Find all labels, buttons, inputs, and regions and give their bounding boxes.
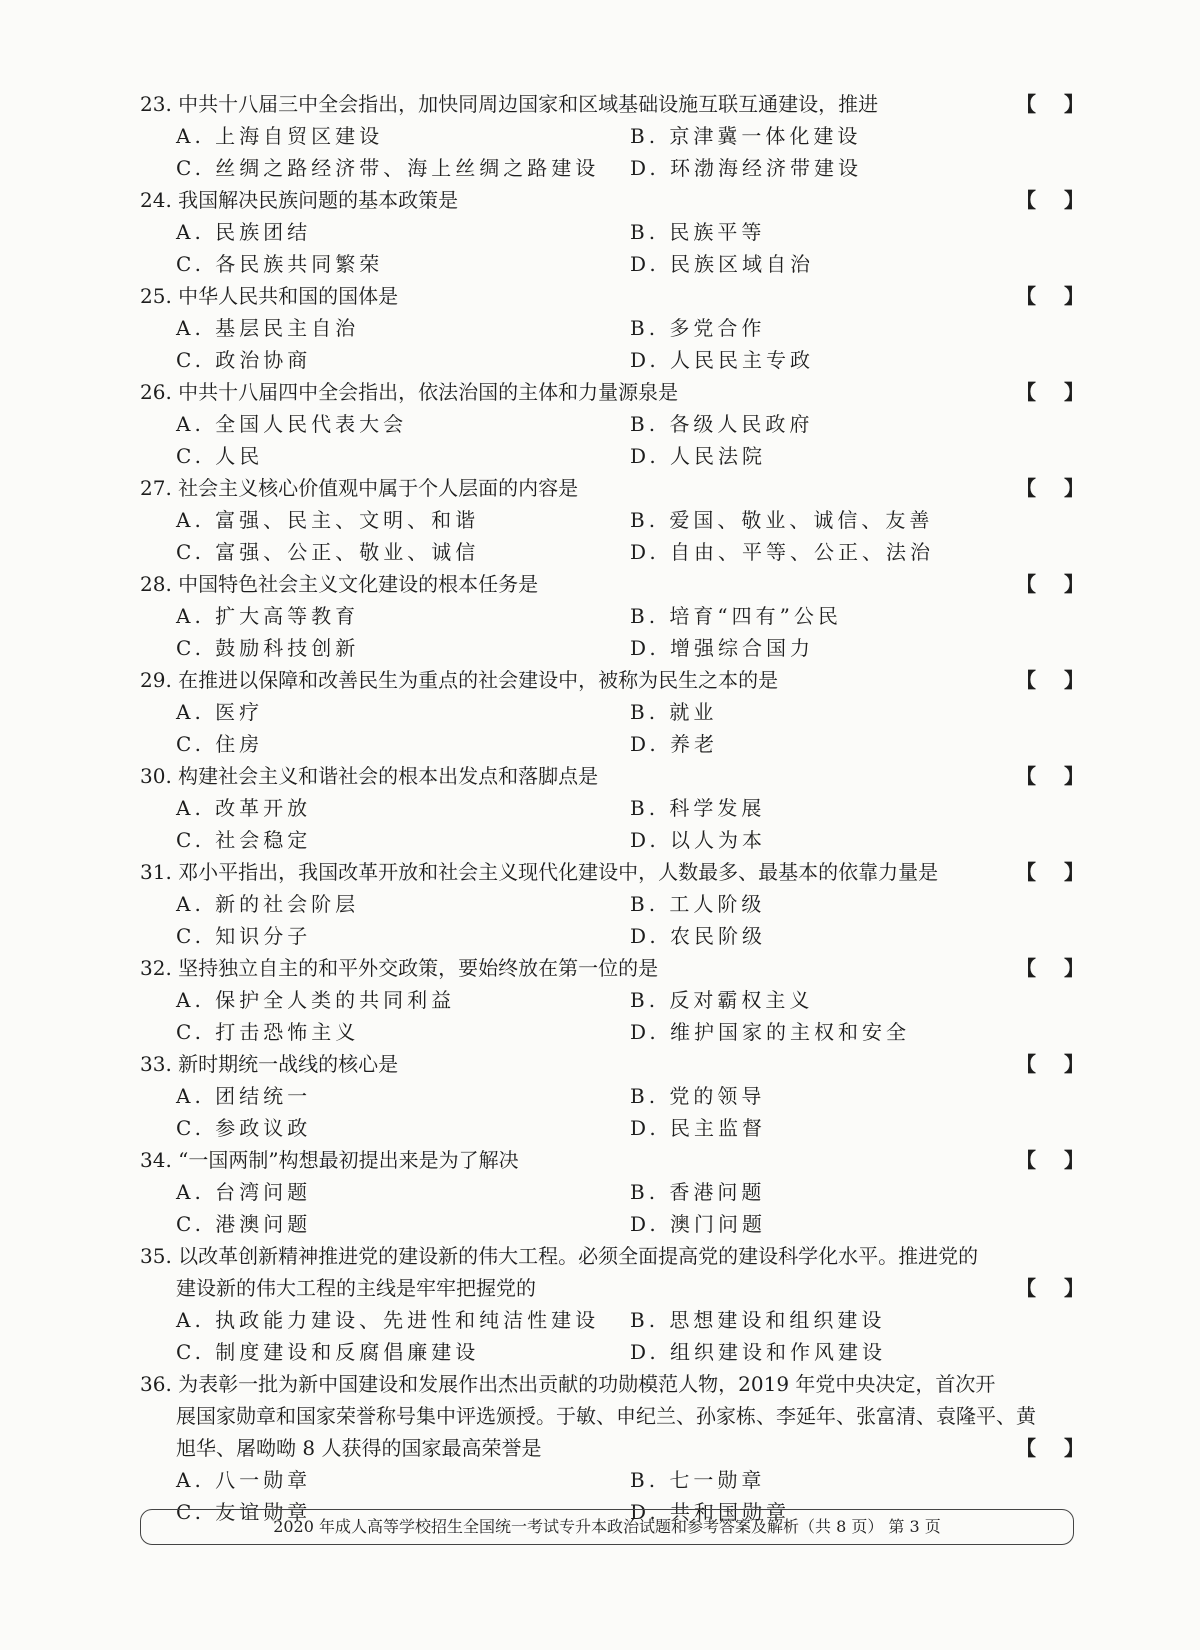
question-list <box>140 88 1100 1528</box>
bracket-close: 】 <box>1064 1148 1084 1172</box>
bracket-close: 】 <box>1064 860 1084 884</box>
page-footer: 2020 年成人高等学校招生全国统一考试专升本政治试题和参考答案及解析（共 8 页） 第 3 页 <box>140 1509 1074 1545</box>
question-stem <box>140 376 1100 408</box>
bracket-open: 【 <box>1016 1436 1036 1460</box>
options-row <box>140 1208 1100 1240</box>
question-item <box>140 1048 1100 1144</box>
question-stem-text: 26. 中共十八届四中全会指出，依法治国的主体和力量源泉是 <box>140 380 679 404</box>
bracket-close: 】 <box>1064 764 1084 788</box>
answer-bracket <box>1016 856 1084 888</box>
question-item <box>140 88 1100 184</box>
bracket-open: 【 <box>1016 92 1036 116</box>
options-row <box>140 1016 1100 1048</box>
answer-option: D. 自由、平等、公正、法治 <box>630 540 935 564</box>
answer-bracket <box>1016 760 1084 792</box>
question-item <box>140 1240 1100 1368</box>
question-stem-text: 30. 构建社会主义和谐社会的根本出发点和落脚点是 <box>140 764 599 788</box>
question-stem <box>140 1432 1100 1464</box>
answer-bracket <box>1016 952 1084 984</box>
options-row <box>140 536 1100 568</box>
question-stem-text: 29. 在推进以保障和改善民生为重点的社会建设中，被称为民生之本的是 <box>140 668 779 692</box>
answer-option: A. 扩大高等教育 <box>176 604 360 628</box>
options-row <box>140 1176 1100 1208</box>
question-stem <box>140 88 1100 120</box>
bracket-close: 】 <box>1064 1052 1084 1076</box>
answer-option: A. 新的社会阶层 <box>176 892 360 916</box>
answer-option: A. 上海自贸区建设 <box>176 124 384 148</box>
answer-option: B. 反对霸权主义 <box>630 988 814 1012</box>
question-stem-text: 31. 邓小平指出，我国改革开放和社会主义现代化建设中，人数最多、最基本的依靠力量是 <box>140 860 939 884</box>
answer-option: A. 执政能力建设、先进性和纯洁性建设 <box>176 1308 600 1332</box>
bracket-open: 【 <box>1016 380 1036 404</box>
question-stem <box>140 664 1100 696</box>
answer-option: D. 组织建设和作风建设 <box>630 1340 887 1364</box>
question-item <box>140 1368 1100 1528</box>
answer-bracket <box>1016 1048 1084 1080</box>
answer-option: D. 养老 <box>630 732 719 756</box>
question-stem <box>140 856 1100 888</box>
question-stem-text: 35. 以改革创新精神推进党的建设新的伟大工程。必须全面提高党的建设科学化水平。推进党的 <box>140 1244 979 1268</box>
question-stem-text: 24. 我国解决民族问题的基本政策是 <box>140 188 459 212</box>
question-stem <box>140 952 1100 984</box>
question-stem-text: 建设新的伟大工程的主线是牢牢把握党的 <box>176 1276 536 1300</box>
bracket-close: 】 <box>1064 956 1084 980</box>
question-stem-text: 23. 中共十八届三中全会指出，加快同周边国家和区域基础设施互联互通建设，推进 <box>140 92 879 116</box>
answer-option: C. 政治协商 <box>176 348 312 372</box>
options-row <box>140 1080 1100 1112</box>
answer-option: D. 农民阶级 <box>630 924 767 948</box>
bracket-open: 【 <box>1016 1052 1036 1076</box>
bracket-open: 【 <box>1016 1148 1036 1172</box>
answer-option: B. 多党合作 <box>630 316 766 340</box>
bracket-open: 【 <box>1016 284 1036 308</box>
answer-option: D. 增强综合国力 <box>630 636 815 660</box>
question-item <box>140 856 1100 952</box>
bracket-close: 】 <box>1064 1436 1084 1460</box>
options-row <box>140 1304 1100 1336</box>
question-stem <box>140 1144 1100 1176</box>
question-stem-text: 32. 坚持独立自主的和平外交政策，要始终放在第一位的是 <box>140 956 659 980</box>
options-row <box>140 792 1100 824</box>
answer-bracket <box>1016 568 1084 600</box>
answer-option: A. 改革开放 <box>176 796 312 820</box>
bracket-close: 】 <box>1064 188 1084 212</box>
question-stem <box>140 1272 1100 1304</box>
bracket-close: 】 <box>1064 476 1084 500</box>
question-stem-text: 旭华、屠呦呦 8 人获得的国家最高荣誉是 <box>176 1436 542 1460</box>
options-row <box>140 1112 1100 1144</box>
bracket-open: 【 <box>1016 188 1036 212</box>
bracket-open: 【 <box>1016 860 1036 884</box>
answer-option: B. 就业 <box>630 700 718 724</box>
answer-bracket <box>1016 1144 1084 1176</box>
bracket-close: 】 <box>1064 92 1084 116</box>
question-stem-text: 36. 为表彰一批为新中国建设和发展作出杰出贡献的功勋模范人物，2019 年党中央决定，首次开 <box>140 1372 996 1396</box>
answer-option: C. 鼓励科技创新 <box>176 636 360 660</box>
question-stem <box>140 568 1100 600</box>
bracket-open: 【 <box>1016 764 1036 788</box>
answer-option: C. 丝绸之路经济带、海上丝绸之路建设 <box>176 156 600 180</box>
question-stem <box>140 760 1100 792</box>
bracket-open: 【 <box>1016 572 1036 596</box>
bracket-open: 【 <box>1016 956 1036 980</box>
question-stem-text: 33. 新时期统一战线的核心是 <box>140 1052 399 1076</box>
answer-option: C. 制度建设和反腐倡廉建设 <box>176 1340 480 1364</box>
question-item <box>140 280 1100 376</box>
options-row <box>140 1336 1100 1368</box>
answer-option: B. 爱国、敬业、诚信、友善 <box>630 508 934 532</box>
answer-bracket <box>1016 88 1084 120</box>
options-row <box>140 824 1100 856</box>
answer-option: B. 香港问题 <box>630 1180 766 1204</box>
answer-option: C. 人民 <box>176 444 264 468</box>
options-row <box>140 440 1100 472</box>
answer-option: C. 打击恐怖主义 <box>176 1020 360 1044</box>
answer-option: A. 全国人民代表大会 <box>176 412 408 436</box>
answer-option: C. 富强、公正、敬业、诚信 <box>176 540 480 564</box>
options-row <box>140 504 1100 536</box>
options-row <box>140 120 1100 152</box>
answer-bracket <box>1016 1432 1084 1464</box>
answer-bracket <box>1016 1272 1084 1304</box>
answer-option: D. 民族区域自治 <box>630 252 815 276</box>
options-row <box>140 312 1100 344</box>
options-row <box>140 408 1100 440</box>
answer-option: C. 港澳问题 <box>176 1212 312 1236</box>
question-stem <box>140 280 1100 312</box>
answer-option: D. 民主监督 <box>630 1116 767 1140</box>
bracket-close: 】 <box>1064 284 1084 308</box>
question-item <box>140 664 1100 760</box>
answer-option: A. 保护全人类的共同利益 <box>176 988 456 1012</box>
answer-option: B. 思想建设和组织建设 <box>630 1308 886 1332</box>
question-item <box>140 568 1100 664</box>
question-stem <box>140 184 1100 216</box>
answer-option: C. 参政议政 <box>176 1116 312 1140</box>
question-stem <box>140 1240 1100 1272</box>
question-item <box>140 376 1100 472</box>
answer-option: D. 人民民主专政 <box>630 348 815 372</box>
question-item <box>140 952 1100 1048</box>
bracket-open: 【 <box>1016 1276 1036 1300</box>
options-row <box>140 632 1100 664</box>
question-item <box>140 184 1100 280</box>
options-row <box>140 600 1100 632</box>
options-row <box>140 984 1100 1016</box>
bracket-close: 】 <box>1064 668 1084 692</box>
options-row <box>140 248 1100 280</box>
answer-option: B. 京津冀一体化建设 <box>630 124 862 148</box>
answer-bracket <box>1016 184 1084 216</box>
answer-option: A. 八一勋章 <box>176 1468 312 1492</box>
answer-option: A. 基层民主自治 <box>176 316 360 340</box>
answer-option: B. 工人阶级 <box>630 892 766 916</box>
answer-option: A. 团结统一 <box>176 1084 312 1108</box>
question-item <box>140 1144 1100 1240</box>
answer-option: B. 各级人民政府 <box>630 412 814 436</box>
answer-option: B. 七一勋章 <box>630 1468 766 1492</box>
question-stem-text: 展国家勋章和国家荣誉称号集中评选颁授。于敏、申纪兰、孙家栋、李延年、张富清、袁隆平、黄 <box>176 1404 1036 1428</box>
bracket-close: 】 <box>1064 380 1084 404</box>
bracket-close: 】 <box>1064 1276 1084 1300</box>
options-row <box>140 728 1100 760</box>
bracket-open: 【 <box>1016 476 1036 500</box>
bracket-open: 【 <box>1016 668 1036 692</box>
question-stem <box>140 1048 1100 1080</box>
answer-option: D. 维护国家的主权和安全 <box>630 1020 911 1044</box>
question-stem-text: 28. 中国特色社会主义文化建设的根本任务是 <box>140 572 539 596</box>
options-row <box>140 888 1100 920</box>
answer-option: C. 社会稳定 <box>176 828 312 852</box>
options-row <box>140 344 1100 376</box>
question-item <box>140 472 1100 568</box>
options-row <box>140 696 1100 728</box>
answer-option: D. 环渤海经济带建设 <box>630 156 863 180</box>
answer-option: D. 共和国勋章 <box>630 1500 791 1524</box>
answer-option: A. 台湾问题 <box>176 1180 312 1204</box>
question-item <box>140 760 1100 856</box>
answer-bracket <box>1016 472 1084 504</box>
question-stem <box>140 1368 1100 1400</box>
options-row <box>140 152 1100 184</box>
question-stem-text: 34. “一国两制”构想最初提出来是为了解决 <box>140 1148 519 1172</box>
answer-option: A. 医疗 <box>176 700 264 724</box>
answer-bracket <box>1016 376 1084 408</box>
answer-bracket <box>1016 664 1084 696</box>
answer-option: A. 富强、民主、文明、和谐 <box>176 508 480 532</box>
options-row <box>140 920 1100 952</box>
answer-option: B. 党的领导 <box>630 1084 766 1108</box>
answer-bracket <box>1016 280 1084 312</box>
question-stem-text: 27. 社会主义核心价值观中属于个人层面的内容是 <box>140 476 579 500</box>
answer-option: D. 人民法院 <box>630 444 767 468</box>
answer-option: D. 以人为本 <box>630 828 767 852</box>
answer-option: C. 知识分子 <box>176 924 312 948</box>
answer-option: B. 培育“四有”公民 <box>630 604 842 628</box>
bracket-close: 】 <box>1064 572 1084 596</box>
options-row <box>140 216 1100 248</box>
answer-option: C. 住房 <box>176 732 264 756</box>
answer-option: B. 民族平等 <box>630 220 766 244</box>
answer-option: C. 友谊勋章 <box>176 1500 312 1524</box>
options-row <box>140 1464 1100 1496</box>
answer-option: A. 民族团结 <box>176 220 312 244</box>
question-stem <box>140 472 1100 504</box>
answer-option: C. 各民族共同繁荣 <box>176 252 384 276</box>
question-stem <box>140 1400 1100 1432</box>
answer-option: B. 科学发展 <box>630 796 766 820</box>
question-stem-text: 25. 中华人民共和国的国体是 <box>140 284 399 308</box>
answer-option: D. 澳门问题 <box>630 1212 767 1236</box>
